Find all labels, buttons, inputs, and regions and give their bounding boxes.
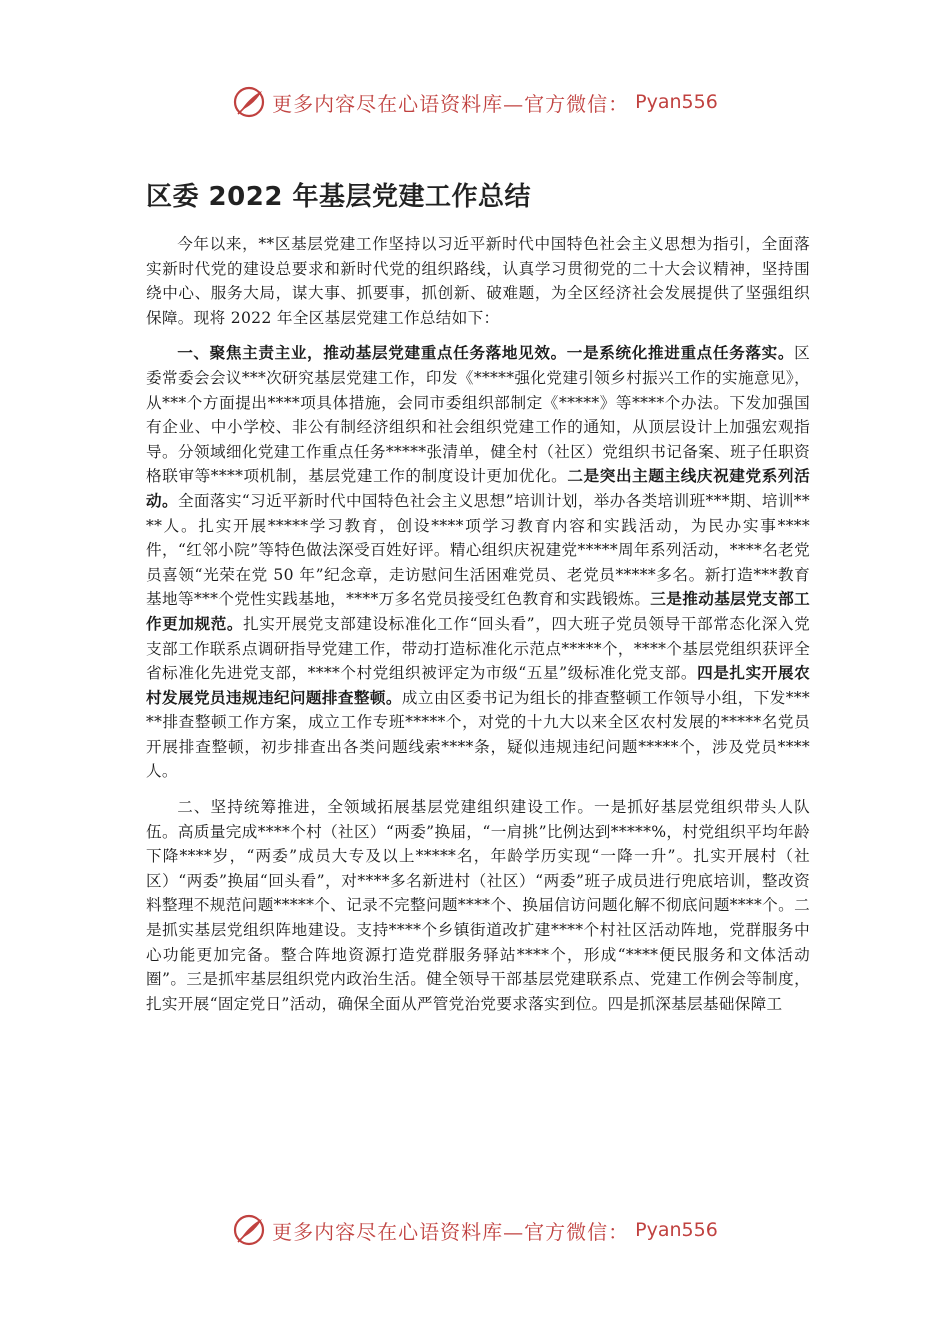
paragraph-text: 今年以来，**区基层党建工作坚持以习近平新时代中国特色社会主义思想为指引，全面落实新时代党的建设总要求和新时代党的组织路线，认真学习贯彻党的二十大会议精神，坚持围绕中心、服务大局，谋大事、抓要事，抓创新、破难题，为全区经济社会发展提供了坚强组织保障。现将 2022 年全区基层党建工作总结如下：: [146, 235, 810, 327]
footer-watermark-banner: [0, 1210, 950, 1250]
paragraph: [146, 795, 810, 1016]
banner-wechat-id: Pyan556: [635, 1219, 718, 1241]
bold-heading-text: 二是突出主题主线庆祝建党系列活动。: [146, 466, 810, 510]
paragraph-text: 区委常委会会议***次研究基层党建工作，印发《*****强化党建引领乡村振兴工作的实施意见》，从***个方面提出****项具体措施，会同市委组织部制定《*****》等****个办法。下发加强国有企业、中小学校、非公有制经济组织和社会组织党建工作的通知，从顶层设计上加强宏观指导。分领域细化党建工作重点任务*****张清单，健全村（社区）党组织书记备案、班子任职资格联审等****项机制，基层党建工作的制度设计更加优化。: [146, 344, 810, 486]
feather-logo-icon: [232, 1213, 266, 1247]
banner-wechat-id: Pyan556: [635, 91, 718, 113]
paragraph-text: 成立由区委书记为组长的排查整顿工作领导小组，下发*****排查整顿工作方案，成立工作专班*****个，对党的十九大以来全区农村发展的*****名党员开展排查整顿，初步排查出各类问题线索****条，疑似违规违纪问题*****个，涉及党员****人。: [146, 688, 810, 781]
bold-heading-text: 一、聚焦主责主业，推动基层党建重点任务落地见效。一是系统化推进重点任务落实。: [177, 343, 795, 363]
banner-text: 更多内容尽在心语资料库—官方微信：: [272, 1219, 630, 1244]
paragraph-text: 扎实开展党支部建设标准化工作“回头看”，四大班子党员领导干部常态化深入党支部工作联系点调研指导党建工作，带动打造标准化示范点*****个，****个基层党组织获评全省标准化先进党支部，****个村党组织被评定为市级“五星”级标准化党支部。: [146, 614, 810, 683]
banner-text: 更多内容尽在心语资料库—官方微信：: [272, 91, 630, 116]
paragraph: [146, 341, 810, 784]
paragraph: [146, 232, 810, 330]
feather-logo-icon: [232, 85, 266, 119]
document-body: [146, 232, 810, 1027]
paragraph-text: 二、坚持统筹推进，全领域拓展基层党建组织建设工作。一是抓好基层党组织带头人队伍。高质量完成****个村（社区）“两委”换届，“一肩挑”比例达到*****%，村党组织平均年龄下降****岁，“两委”成员大专及以上*****名，年龄学历实现“一降一升”。扎实开展村（社区）“两委”换届“回头看”，对****多名新进村（社区）“两委”班子成员进行兜底培训，整改资料整理不规范问题*****个、记录不完整问题****个、换届信访问题化解不彻底问题****个。二是抓实基层党组织阵地建设。支持****个乡镇街道改扩建****个村社区活动阵地，党群服务中心功能更加完备。整合阵地资源打造党群服务驿站****个，形成“****便民服务和文体活动圈”。三是抓牢基层组织党内政治生活。健全领导干部基层党建联系点、党建工作例会等制度，扎实开展“固定党日”活动，确保全面从严管党治党要求落实到位。四是抓深基层基础保障工: [146, 798, 810, 1013]
document-title: 区委 2022 年基层党建工作总结: [146, 182, 531, 212]
bold-heading-text: 三是推动基层党支部工作更加规范。: [146, 589, 810, 633]
paragraph-text: 全面落实“习近平新时代中国特色社会主义思想”培训计划，举办各类培训班***期、培训****人。扎实开展*****学习教育，创设****项学习教育内容和实践活动，为民办实事****件，“红邻小院”等特色做法深受百姓好评。精心组织庆祝建党*****周年系列活动，****名老党员喜领“光荣在党 50 年”纪念章，走访慰问生活困难党员、老党员*****多名。新打造***教育基地等***个党性实践基地，****万多名党员接受红色教育和实践锻炼。: [146, 491, 810, 609]
bold-heading-text: 四是扎实开展农村发展党员违规违纪问题排查整顿。: [146, 663, 810, 707]
header-watermark-banner: [0, 82, 950, 122]
